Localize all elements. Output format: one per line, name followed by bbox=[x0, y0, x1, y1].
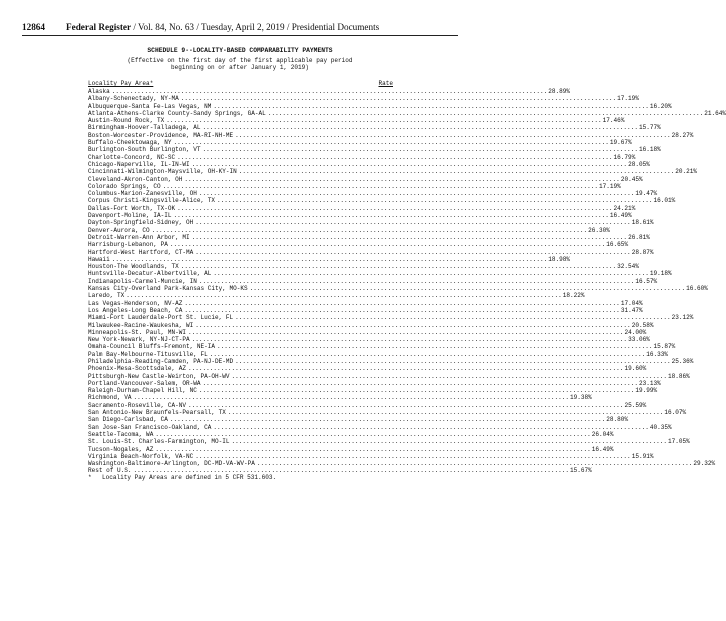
dot-leader: ........................................................................................................................ bbox=[184, 299, 620, 307]
locality-rate: 40.35% bbox=[649, 423, 672, 431]
dot-leader: ........................................................................................................................ bbox=[198, 387, 635, 395]
dot-leader: ........................................................................................................................ bbox=[198, 277, 635, 285]
locality-rate: 19.60% bbox=[624, 365, 647, 373]
table-row bbox=[88, 212, 632, 220]
dot-leader: ........................................................................................................................ bbox=[184, 175, 620, 183]
locality-rate: 16.79% bbox=[613, 153, 636, 161]
locality-name: Washington-Baltimore-Arlington, DC-MD-VA-WV-PA bbox=[88, 460, 255, 468]
locality-name: Alaska bbox=[88, 88, 110, 95]
dot-leader: ........................................................................................................................ bbox=[195, 248, 631, 256]
table-row bbox=[88, 219, 654, 227]
dot-leader: ........................................................................................................................ bbox=[191, 160, 628, 168]
locality-name: San Diego-Carlsbad, CA bbox=[88, 416, 168, 424]
locality-rate: 26.04% bbox=[591, 430, 614, 438]
dot-leader: ........................................................................................................................ bbox=[209, 350, 646, 358]
locality-rate: 17.19% bbox=[617, 95, 639, 103]
dot-leader: ........................................................................................................................ bbox=[155, 430, 591, 438]
header-rule bbox=[22, 35, 458, 36]
locality-rate: 18.86% bbox=[667, 372, 690, 380]
dot-leader: ........................................................................................................................ bbox=[126, 292, 562, 300]
locality-rate: 16.49% bbox=[591, 445, 614, 453]
table-row bbox=[88, 445, 614, 453]
dot-leader: ........................................................................................................................ bbox=[238, 168, 675, 176]
dot-leader: ........................................................................................................................ bbox=[217, 343, 653, 351]
locality-name: Boston-Worcester-Providence, MA-RI-NH-ME bbox=[88, 131, 234, 139]
dot-leader: ........................................................................................................................ bbox=[187, 365, 624, 373]
schedule-title: SCHEDULE 9--LOCALITY-BASED COMPARABILITY PAYMENTS bbox=[147, 47, 333, 54]
locality-name: Harrisburg-Lebanon, PA bbox=[88, 241, 168, 249]
locality-rate: 15.67% bbox=[570, 467, 592, 475]
dot-leader: ........................................................................................................................ bbox=[202, 146, 638, 154]
locality-name: Cincinnati-Wilmington-Maysville, OH-KY-IN bbox=[88, 168, 237, 176]
locality-rate: 32.54% bbox=[617, 263, 639, 271]
locality-rate: 17.46% bbox=[602, 117, 625, 125]
table-row bbox=[88, 204, 636, 212]
table-row bbox=[88, 394, 592, 402]
locality-table bbox=[88, 80, 726, 475]
locality-name: Albany-Schenectady, NY-MA bbox=[88, 95, 179, 103]
footnote-marker: * bbox=[88, 474, 92, 481]
issue-details: / Vol. 84, No. 63 / Tuesday, April 2, 2019 / Presidential Documents bbox=[131, 22, 380, 32]
locality-name: Cleveland-Akron-Canton, OH bbox=[88, 175, 183, 183]
table-row bbox=[88, 88, 571, 95]
column-header-area: Locality Pay Area* bbox=[88, 80, 154, 87]
dot-leader: ........................................................................................................................ bbox=[180, 263, 617, 271]
schedule-intro bbox=[0, 57, 480, 72]
locality-rate: 28.87% bbox=[631, 248, 654, 256]
locality-name: Raleigh-Durham-Chapel Hill, NC bbox=[88, 387, 197, 395]
locality-rate: 16.33% bbox=[646, 350, 668, 358]
locality-rate: 33.06% bbox=[628, 336, 650, 344]
locality-name: Richmond, VA bbox=[88, 394, 132, 402]
table-row bbox=[88, 292, 585, 300]
locality-rate: 16.18% bbox=[638, 146, 661, 154]
locality-rate: 18.22% bbox=[562, 292, 585, 300]
locality-rate: 20.45% bbox=[620, 175, 643, 183]
journal-name: Federal Register bbox=[66, 22, 132, 32]
table-row bbox=[88, 153, 636, 161]
table-row bbox=[88, 285, 708, 293]
dot-leader: ........................................................................................................................ bbox=[231, 372, 667, 380]
dot-leader: ........................................................................................................................ bbox=[177, 204, 613, 212]
locality-name: Buffalo-Cheektowaga, NY bbox=[88, 139, 172, 147]
table-row bbox=[88, 357, 694, 365]
locality-name: New York-Newark, NY-NJ-CT-PA bbox=[88, 336, 190, 344]
locality-name: Palm Bay-Melbourne-Titusville, FL bbox=[88, 350, 208, 358]
table-row bbox=[88, 146, 661, 154]
locality-rate: 19.67% bbox=[609, 139, 632, 147]
table-row bbox=[88, 460, 716, 468]
locality-rate: 16.60% bbox=[686, 285, 708, 293]
dot-leader: ........................................................................................................................ bbox=[231, 438, 667, 446]
locality-name: San Antonio-New Braunfels-Pearsall, TX bbox=[88, 409, 226, 417]
page-number: 12864 bbox=[22, 22, 45, 32]
table-row bbox=[88, 306, 643, 314]
table-row bbox=[88, 168, 698, 176]
table-row bbox=[88, 416, 629, 424]
locality-rate: 24.21% bbox=[613, 204, 636, 212]
table-row bbox=[88, 423, 672, 431]
locality-rate: 16.01% bbox=[653, 197, 676, 205]
dot-leader: ........................................................................................................................ bbox=[213, 270, 649, 278]
table-row bbox=[88, 430, 614, 438]
locality-rate: 16.07% bbox=[664, 409, 687, 417]
table-row bbox=[88, 124, 661, 132]
locality-name: Columbus-Marion-Zanesville, OH bbox=[88, 190, 197, 198]
table-row bbox=[88, 350, 668, 358]
table-row bbox=[88, 387, 658, 395]
locality-name: Kansas City-Overland Park-Kansas City, MO-KS bbox=[88, 285, 248, 293]
table-row bbox=[88, 379, 661, 387]
table-row bbox=[88, 314, 694, 322]
dot-leader: ........................................................................................................................ bbox=[173, 139, 609, 147]
dot-leader: ........................................................................................................................ bbox=[151, 226, 588, 234]
intro-line-1: (Effective on the first day of the first applicable pay period bbox=[127, 57, 353, 64]
dot-leader: ........................................................................................................................ bbox=[184, 306, 620, 314]
locality-rate: 18.61% bbox=[631, 219, 654, 227]
table-row bbox=[88, 255, 571, 263]
locality-name: Miami-Fort Lauderdale-Port St. Lucie, FL bbox=[88, 314, 234, 322]
locality-name: Chicago-Naperville, IL-IN-WI bbox=[88, 160, 190, 168]
locality-name: Hawaii bbox=[88, 255, 110, 263]
dot-leader: ........................................................................................................................ bbox=[202, 124, 638, 132]
locality-name: Denver-Aurora, CO bbox=[88, 226, 150, 234]
dot-leader: ........................................................................................................................ bbox=[191, 233, 628, 241]
dot-leader: ........................................................................................................................ bbox=[177, 153, 613, 161]
dot-leader: ........................................................................................................................ bbox=[166, 117, 602, 125]
locality-name: Colorado Springs, CO bbox=[88, 182, 161, 190]
locality-name: Philadelphia-Reading-Camden, PA-NJ-DE-MD bbox=[88, 357, 234, 365]
locality-rate: 28.80% bbox=[606, 416, 629, 424]
locality-name: Indianapolis-Carmel-Muncie, IN bbox=[88, 277, 197, 285]
locality-name: Laredo, TX bbox=[88, 292, 125, 300]
locality-rate: 16.20% bbox=[649, 102, 672, 110]
locality-name: Huntsville-Decatur-Albertville, AL bbox=[88, 270, 212, 278]
locality-name: Pittsburgh-New Castle-Weirton, PA-OH-WV bbox=[88, 372, 230, 380]
locality-rate: 26.30% bbox=[588, 226, 610, 234]
locality-rate: 26.81% bbox=[628, 233, 650, 241]
locality-name: Virginia Beach-Norfolk, VA-NC bbox=[88, 452, 194, 460]
dot-leader: ........................................................................................................................ bbox=[195, 321, 631, 329]
locality-rate: 17.04% bbox=[620, 299, 643, 307]
locality-name: Dallas-Fort Worth, TX-OK bbox=[88, 204, 176, 212]
locality-name: Austin-Round Rock, TX bbox=[88, 117, 165, 125]
table-row bbox=[88, 190, 658, 198]
table-row bbox=[88, 438, 690, 446]
table-row bbox=[88, 139, 632, 147]
locality-rate: 28.27% bbox=[671, 131, 694, 139]
table-row bbox=[88, 241, 629, 249]
locality-rate: 25.59% bbox=[624, 401, 647, 409]
dot-leader: ........................................................................................................................ bbox=[133, 467, 569, 475]
locality-rate: 23.12% bbox=[671, 314, 694, 322]
running-head bbox=[66, 21, 379, 33]
dot-leader: ........................................................................................................................ bbox=[191, 336, 628, 344]
locality-rate: 19.38% bbox=[570, 394, 592, 402]
table-row bbox=[88, 365, 647, 373]
locality-name: Rest of U.S. bbox=[88, 467, 132, 475]
table-row bbox=[88, 336, 650, 344]
table-row bbox=[88, 102, 672, 110]
locality-name: Tucson-Nogales, AZ bbox=[88, 445, 154, 453]
locality-rate: 18.98% bbox=[548, 255, 571, 263]
locality-rate: 15.91% bbox=[631, 452, 654, 460]
dot-leader: ........................................................................................................................ bbox=[133, 394, 569, 402]
dot-leader: ........................................................................................................................ bbox=[227, 409, 664, 417]
locality-rate: 16.65% bbox=[606, 241, 629, 249]
locality-name: Seattle-Tacoma, WA bbox=[88, 430, 154, 438]
locality-name: Hartford-West Hartford, CT-MA bbox=[88, 248, 194, 256]
locality-rate: 25.36% bbox=[671, 357, 694, 365]
table-row bbox=[88, 372, 690, 380]
dot-leader: ........................................................................................................................ bbox=[187, 401, 624, 409]
locality-name: Phoenix-Mesa-Scottsdale, AZ bbox=[88, 365, 186, 373]
locality-name: Portland-Vancouver-Salem, OR-WA bbox=[88, 379, 201, 387]
table-row bbox=[88, 452, 654, 460]
dot-leader: ........................................................................................................................ bbox=[169, 416, 606, 424]
locality-rate: 24.00% bbox=[624, 328, 647, 336]
dot-leader: ........................................................................................................................ bbox=[198, 190, 635, 198]
locality-rate: 20.58% bbox=[631, 321, 654, 329]
locality-rate: 23.13% bbox=[638, 379, 661, 387]
table-row bbox=[88, 321, 654, 329]
locality-rate: 15.87% bbox=[653, 343, 676, 351]
dot-leader: ........................................................................................................................ bbox=[235, 314, 671, 322]
table-row bbox=[88, 401, 647, 409]
locality-name: Las Vegas-Henderson, NV-AZ bbox=[88, 299, 183, 307]
locality-name: Milwaukee-Racine-Waukesha, WI bbox=[88, 321, 194, 329]
dot-leader: ........................................................................................................................ bbox=[213, 423, 649, 431]
locality-rate: 31.47% bbox=[620, 306, 643, 314]
dot-leader: ........................................................................................................................ bbox=[217, 197, 653, 205]
dot-leader: ........................................................................................................................ bbox=[111, 255, 548, 263]
locality-rate: 28.05% bbox=[628, 160, 650, 168]
dot-leader: ........................................................................................................................ bbox=[249, 285, 686, 293]
locality-name: Detroit-Warren-Ann Arbor, MI bbox=[88, 233, 190, 241]
dot-leader: ........................................................................................................................ bbox=[180, 95, 617, 103]
table-row bbox=[88, 109, 726, 117]
locality-name: Corpus Christi-Kingsville-Alice, TX bbox=[88, 197, 216, 205]
table-row bbox=[88, 263, 639, 271]
table-row bbox=[88, 233, 650, 241]
locality-name: Los Angeles-Long Beach, CA bbox=[88, 306, 183, 314]
table-row bbox=[88, 117, 625, 125]
locality-name: Charlotte-Concord, NC-SC bbox=[88, 153, 176, 161]
locality-rate: 19.47% bbox=[635, 190, 658, 198]
locality-name: Davenport-Moline, IA-IL bbox=[88, 212, 172, 220]
locality-rate: 17.05% bbox=[667, 438, 690, 446]
locality-name: St. Louis-St. Charles-Farmington, MO-IL bbox=[88, 438, 230, 446]
locality-rate: 15.77% bbox=[638, 124, 661, 132]
dot-leader: ........................................................................................................................ bbox=[111, 88, 548, 95]
locality-name: Dayton-Springfield-Sidney, OH bbox=[88, 219, 194, 227]
table-body bbox=[88, 88, 726, 475]
table-row bbox=[88, 409, 687, 417]
table-row bbox=[88, 270, 672, 278]
locality-rate: 20.21% bbox=[675, 168, 698, 176]
dot-leader: ........................................................................................................................ bbox=[173, 212, 609, 220]
locality-rate: 29.32% bbox=[693, 460, 716, 468]
dot-leader: ........................................................................................................................ bbox=[235, 357, 671, 365]
dot-leader: ........................................................................................................................ bbox=[213, 102, 649, 110]
locality-rate: 19.99% bbox=[635, 387, 658, 395]
locality-name: Houston-The Woodlands, TX bbox=[88, 263, 179, 271]
locality-rate: 28.89% bbox=[548, 88, 571, 95]
locality-name: Atlanta-Athens-Clarke County-Sandy Springs, GA-AL bbox=[88, 109, 266, 117]
running-header bbox=[22, 21, 462, 33]
table-row bbox=[88, 226, 610, 234]
table-row bbox=[88, 95, 639, 103]
locality-rate: 16.57% bbox=[635, 277, 658, 285]
footnote bbox=[88, 474, 276, 481]
locality-rate: 17.19% bbox=[599, 182, 621, 190]
locality-name: Albuquerque-Santa Fe-Las Vegas, NM bbox=[88, 102, 212, 110]
locality-rate: 21.64% bbox=[704, 109, 726, 117]
intro-line-2: beginning on or after January 1, 2019) bbox=[171, 64, 309, 72]
dot-leader: ........................................................................................................................ bbox=[187, 328, 624, 336]
table-row bbox=[88, 343, 676, 351]
locality-name: San Jose-San Francisco-Oakland, CA bbox=[88, 423, 212, 431]
table-row bbox=[88, 160, 650, 168]
dot-leader: ........................................................................................................................ bbox=[235, 131, 671, 139]
table-row bbox=[88, 175, 643, 183]
dot-leader: ........................................................................................................................ bbox=[162, 182, 599, 190]
table-row bbox=[88, 277, 658, 285]
dot-leader: ........................................................................................................................ bbox=[169, 241, 606, 249]
footnote-text: Locality Pay Areas are defined in 5 CFR 531.603. bbox=[102, 474, 277, 481]
table-row bbox=[88, 182, 621, 190]
dot-leader: ........................................................................................................................ bbox=[256, 460, 693, 468]
table-row bbox=[88, 299, 643, 307]
dot-leader: ........................................................................................................................ bbox=[267, 109, 704, 117]
locality-name: Sacramento-Roseville, CA-NV bbox=[88, 401, 186, 409]
locality-rate: 16.49% bbox=[609, 212, 632, 220]
column-header-rate: Rate bbox=[378, 80, 393, 87]
table-row bbox=[88, 248, 654, 256]
dot-leader: ........................................................................................................................ bbox=[195, 219, 631, 227]
locality-name: Minneapolis-St. Paul, MN-WI bbox=[88, 328, 186, 336]
dot-leader: ........................................................................................................................ bbox=[202, 379, 638, 387]
table-row bbox=[88, 131, 694, 139]
table-row bbox=[88, 197, 676, 205]
locality-name: Burlington-South Burlington, VT bbox=[88, 146, 201, 154]
locality-name: Omaha-Council Bluffs-Fremont, NE-IA bbox=[88, 343, 216, 351]
locality-name: Birmingham-Hoover-Talladega, AL bbox=[88, 124, 201, 132]
locality-rate: 19.18% bbox=[649, 270, 672, 278]
dot-leader: ........................................................................................................................ bbox=[155, 445, 591, 453]
table-header bbox=[88, 80, 393, 88]
dot-leader: ........................................................................................................................ bbox=[195, 452, 631, 460]
table-row bbox=[88, 328, 647, 336]
